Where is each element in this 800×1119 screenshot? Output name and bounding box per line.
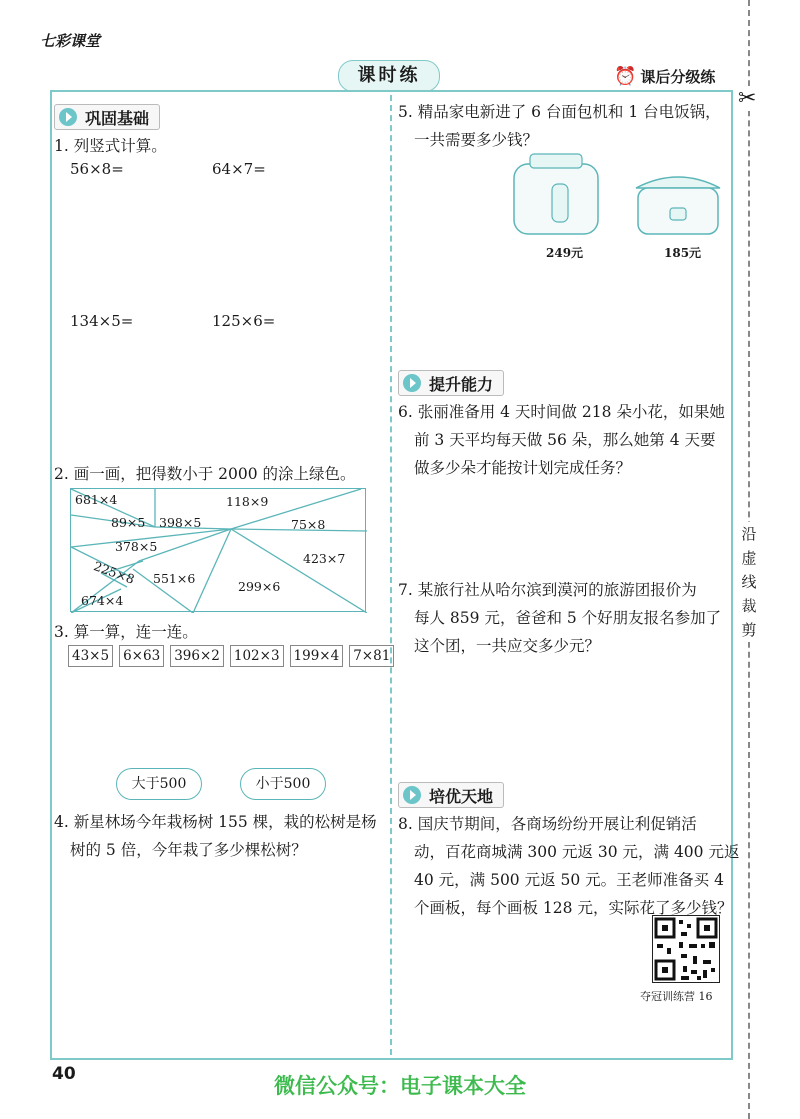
figure-cell[interactable]: 75×8 (291, 517, 326, 532)
oval-greater[interactable]: 大于500 (116, 768, 202, 800)
question-4: 4. 新星林场今年栽杨树 155 棵，栽的松树是杨 树的 5 倍，今年栽了多少棵松树？ (54, 813, 377, 859)
calc-card[interactable]: 199×4 (290, 645, 344, 667)
brand-logo: 七彩课堂 (40, 32, 101, 50)
alarm-clock-icon: ⏰ (614, 66, 637, 87)
calc-card[interactable]: 102×3 (230, 645, 284, 667)
play-icon (59, 108, 77, 126)
figure-cell[interactable]: 225×8 (91, 558, 137, 587)
cut-instruction: 沿 虚 线 裁 剪 (739, 522, 759, 642)
bread-maker-image (508, 150, 604, 236)
figure-cell[interactable]: 398×5 (159, 515, 202, 530)
figure-cell[interactable]: 681×4 (75, 492, 118, 507)
figure-cell[interactable]: 299×6 (238, 579, 281, 594)
question-2: 2. 画一画，把得数小于 2000 的涂上绿色。 (54, 465, 356, 483)
question-1: 1. 列竖式计算。 (54, 137, 167, 155)
section-improve: 提升能力 (398, 370, 504, 396)
question-6: 6. 张丽准备用 4 天时间做 218 朵小花，如果她 前 3 天平均每天做 56 朵，那么她第 4 天要 做多少朵才能按计划完成任务？ (398, 403, 725, 477)
question-5: 5. 精品家电新进了 6 台面包机和 1 台电饭锅， 一共需要多少钱？ (398, 103, 721, 149)
calc-card[interactable]: 7×81 (349, 645, 394, 667)
figure-cell[interactable]: 551×6 (153, 571, 196, 586)
play-icon (403, 786, 421, 804)
calc-row (68, 645, 394, 667)
calc-card[interactable]: 43×5 (68, 645, 113, 667)
column-divider (390, 95, 392, 1055)
figure-cell[interactable]: 118×9 (226, 494, 269, 509)
footer-watermark: 微信公众号：电子课本大全 (274, 1074, 526, 1098)
question-7: 7. 某旅行社从哈尔滨到漠河的旅游团报价为 每人 859 元，爸爸和 5 个好朋友报名参加了 这个团，一共应交多少元？ (398, 581, 722, 655)
figure-cell[interactable]: 378×5 (115, 539, 158, 554)
figure-cell[interactable]: 674×4 (81, 593, 124, 608)
section-basic: 巩固基础 (54, 104, 160, 130)
price-rice-cooker: 185元 (664, 246, 702, 260)
calc-item: 56×8= (70, 160, 124, 178)
calc-item: 64×7= (212, 160, 266, 178)
question-8: 8. 国庆节期间，各商场纷纷开展让利促销活 动，百花商城满 300 元返 30 元，满 400 元返 40 元，满 500 元返 50 元。王老师准备买 4 个画板，每个画板 128 元，实际花了多少钱？ (398, 815, 740, 917)
section-excellence: 培优天地 (398, 782, 504, 808)
header-right-label: 课后分级练 (640, 68, 716, 86)
calc-item: 125×6= (212, 312, 276, 330)
calc-item: 134×5= (70, 312, 134, 330)
qr-code-icon[interactable] (652, 915, 720, 983)
scissors-icon: ✂ (738, 86, 757, 111)
question-3: 3. 算一算，连一连。 (54, 623, 198, 641)
figure-cell[interactable]: 423×7 (303, 551, 346, 566)
calc-card[interactable]: 396×2 (170, 645, 224, 667)
calc-card[interactable]: 6×63 (119, 645, 164, 667)
page-title: 课时练 (338, 60, 440, 92)
rice-cooker-image (628, 166, 728, 238)
play-icon (403, 374, 421, 392)
coloring-figure (70, 488, 366, 612)
price-bread-maker: 249元 (546, 246, 584, 260)
qr-label: 夺冠训练营 16 (640, 990, 713, 1003)
figure-cell[interactable]: 89×5 (111, 515, 146, 530)
header-right (614, 66, 715, 87)
oval-less[interactable]: 小于500 (240, 768, 326, 800)
page-number: 40 (52, 1064, 76, 1084)
